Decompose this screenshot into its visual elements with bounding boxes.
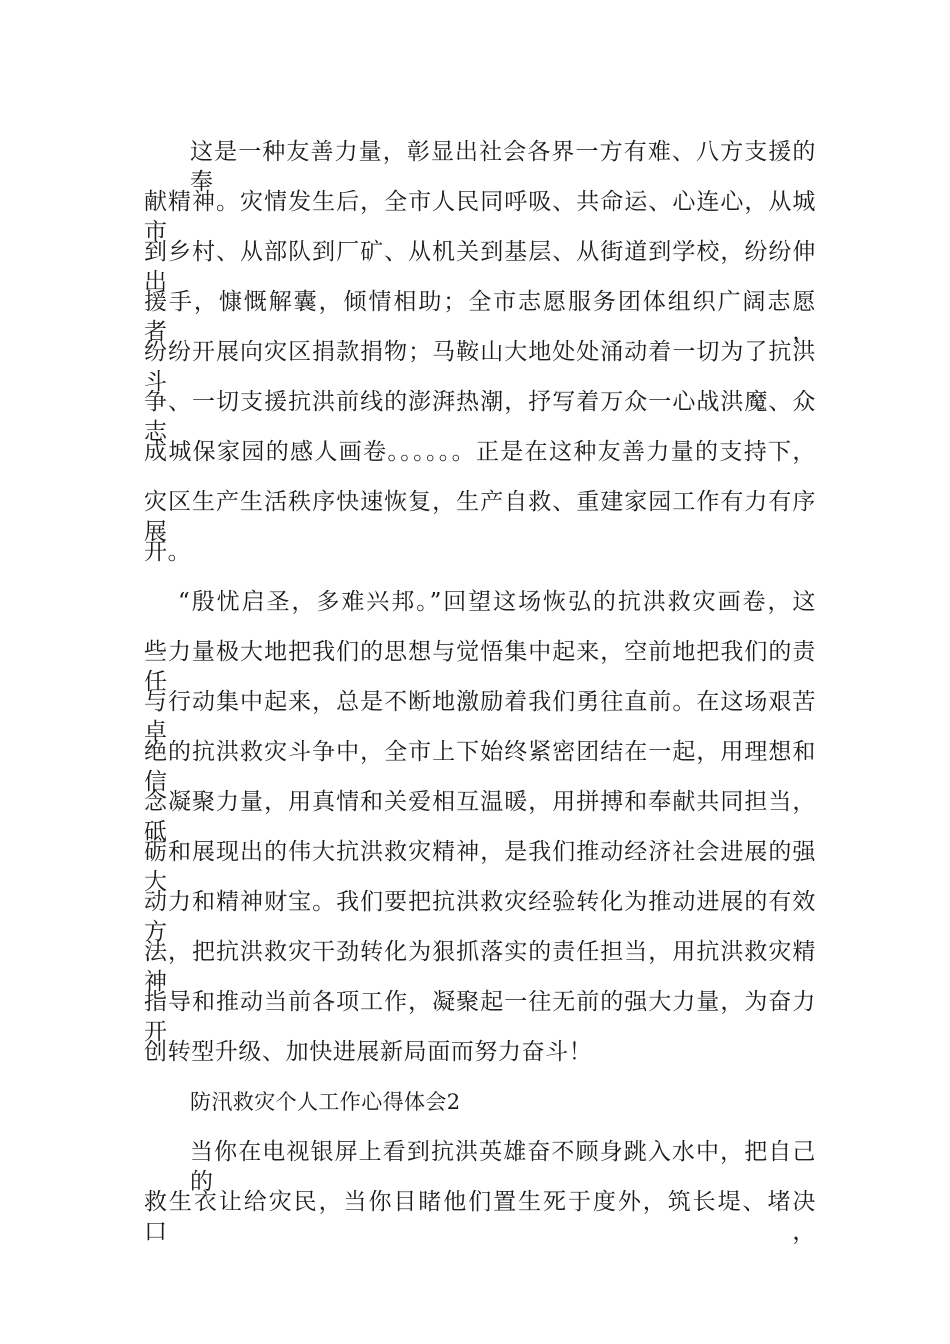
- section-heading: 防汛救灾个人工作心得体会2: [190, 1090, 461, 1114]
- paragraph-1-line-6: 争、一切支援抗洪前线的澎湃热潮，抒写着万众一心战洪魔、众志: [144, 389, 816, 445]
- paragraph-3-line-2: 救生衣让给灾民，当你目睹他们置生死于度外，筑长堤、堵决口，: [144, 1189, 816, 1245]
- paragraph-2-line-4: 绝的抗洪救灾斗争中，全市上下始终紧密团结在一起，用理想和信: [144, 739, 816, 795]
- paragraph-2-line-2: 些力量极大地把我们的思想与觉悟集中起来，空前地把我们的责任: [144, 639, 816, 695]
- paragraph-2-line-9: 指导和推动当前各项工作，凝聚起一往无前的强大力量，为奋力开: [144, 989, 816, 1045]
- paragraph-3-line-1: 当你在电视银屏上看到抗洪英雄奋不顾身跳入水中，把自己的: [190, 1139, 816, 1195]
- paragraph-1-line-1: 这是一种友善力量，彰显出社会各界一方有难、八方支援的奉: [190, 139, 816, 195]
- paragraph-2-line-7: 动力和精神财宝。我们要把抗洪救灾经验转化为推动进展的有效方: [144, 889, 816, 945]
- paragraph-2-line-6: 砺和展现出的伟大抗洪救灾精神，是我们推动经济社会进展的强大: [144, 839, 816, 895]
- paragraph-2-line-10: 创转型升级、加快进展新局面而努力奋斗！: [144, 1039, 593, 1065]
- paragraph-2-line-8: 法，把抗洪救灾干劲转化为狠抓落实的责任担当，用抗洪救灾精神: [144, 939, 816, 995]
- paragraph-1-line-3: 到乡村、从部队到厂矿、从机关到基层、从街道到学校，纷纷伸出: [144, 239, 816, 295]
- paragraph-2-line-3: 与行动集中起来，总是不断地激励着我们勇往直前。在这场艰苦卓: [144, 689, 816, 745]
- paragraph-1-line-5: 纷纷开展向灾区捐款捐物；马鞍山大地处处涌动着一切为了抗洪斗: [144, 339, 816, 395]
- paragraph-1-line-8: 灾区生产生活秩序快速恢复，生产自救、重建家园工作有力有序展: [144, 489, 816, 545]
- paragraph-1-line-2: 献精神。灾情发生后，全市人民同呼吸、共命运、心连心，从城市: [144, 189, 816, 245]
- paragraph-2-line-5: 念凝聚力量，用真情和关爱相互温暖，用拼搏和奉献共同担当，砥: [144, 789, 816, 845]
- paragraph-2-line-1: “殷忧启圣，多难兴邦。”回望这场恢弘的抗洪救灾画卷，这: [178, 589, 816, 615]
- paragraph-1-line-4: 援手，慷慨解囊，倾情相助；全市志愿服务团体组织广阔志愿者，: [144, 289, 816, 345]
- paragraph-1-line-9: 开。: [144, 539, 192, 565]
- paragraph-1-line-7: 成城保家园的感人画卷。。。。。。正是在这种友善力量的支持下，: [144, 439, 816, 465]
